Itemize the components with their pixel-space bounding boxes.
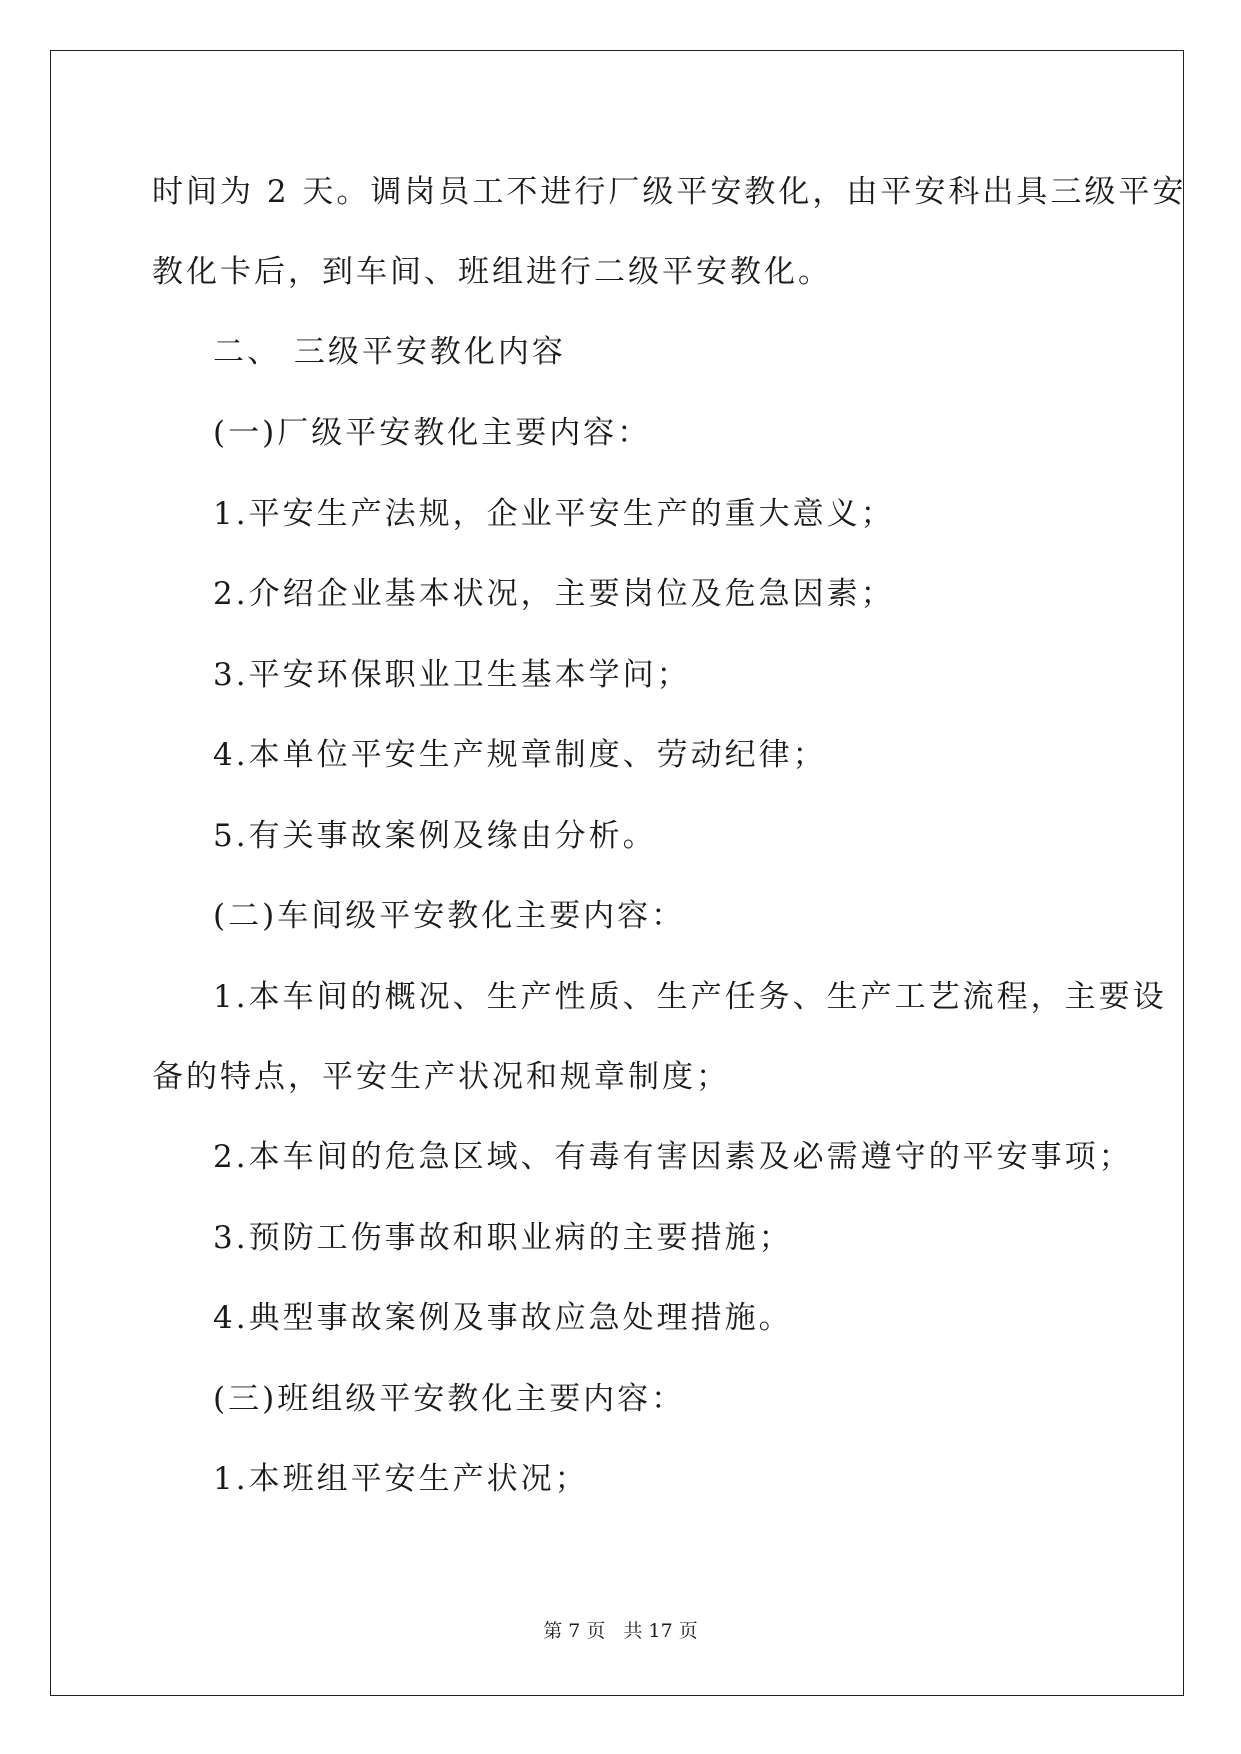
list-item: 4.典型事故案例及事故应急处理措施。 xyxy=(213,1300,793,1336)
list-item: 1.平安生产法规，企业平安生产的重大意义； xyxy=(213,496,895,532)
subsection-heading: (一)厂级平安教化主要内容： xyxy=(213,415,652,451)
page-number-footer: 第 7 页 共 17 页 xyxy=(543,1620,698,1642)
list-item: 5.有关事故案例及缘由分析。 xyxy=(213,818,657,854)
section-heading: 二、 三级平安教化内容 xyxy=(213,334,566,370)
list-item: 2.本车间的危急区域、有毒有害因素及必需遵守的平安事项； xyxy=(213,1139,1133,1175)
list-item-continuation: 备的特点，平安生产状况和规章制度； xyxy=(152,1059,730,1095)
list-item: 1.本车间的概况、生产性质、生产任务、生产工艺流程，主要设 xyxy=(213,979,1167,1015)
list-item: 3.平安环保职业卫生基本学问； xyxy=(213,657,691,693)
list-item: 2.介绍企业基本状况，主要岗位及危急因素； xyxy=(213,576,895,612)
subsection-heading: (三)班组级平安教化主要内容： xyxy=(213,1381,686,1417)
paragraph-line: 时间为 2 天。调岗员工不进行厂级平安教化，由平安科出具三级平安 xyxy=(152,174,1187,210)
paragraph-line: 教化卡后，到车间、班组进行二级平安教化。 xyxy=(152,254,832,290)
subsection-heading: (二)车间级平安教化主要内容： xyxy=(213,898,686,934)
page-border xyxy=(50,50,1187,1696)
list-item: 4.本单位平安生产规章制度、劳动纪律； xyxy=(213,737,827,773)
list-item: 3.预防工伤事故和职业病的主要措施； xyxy=(213,1220,793,1256)
list-item: 1.本班组平安生产状况； xyxy=(213,1461,589,1497)
